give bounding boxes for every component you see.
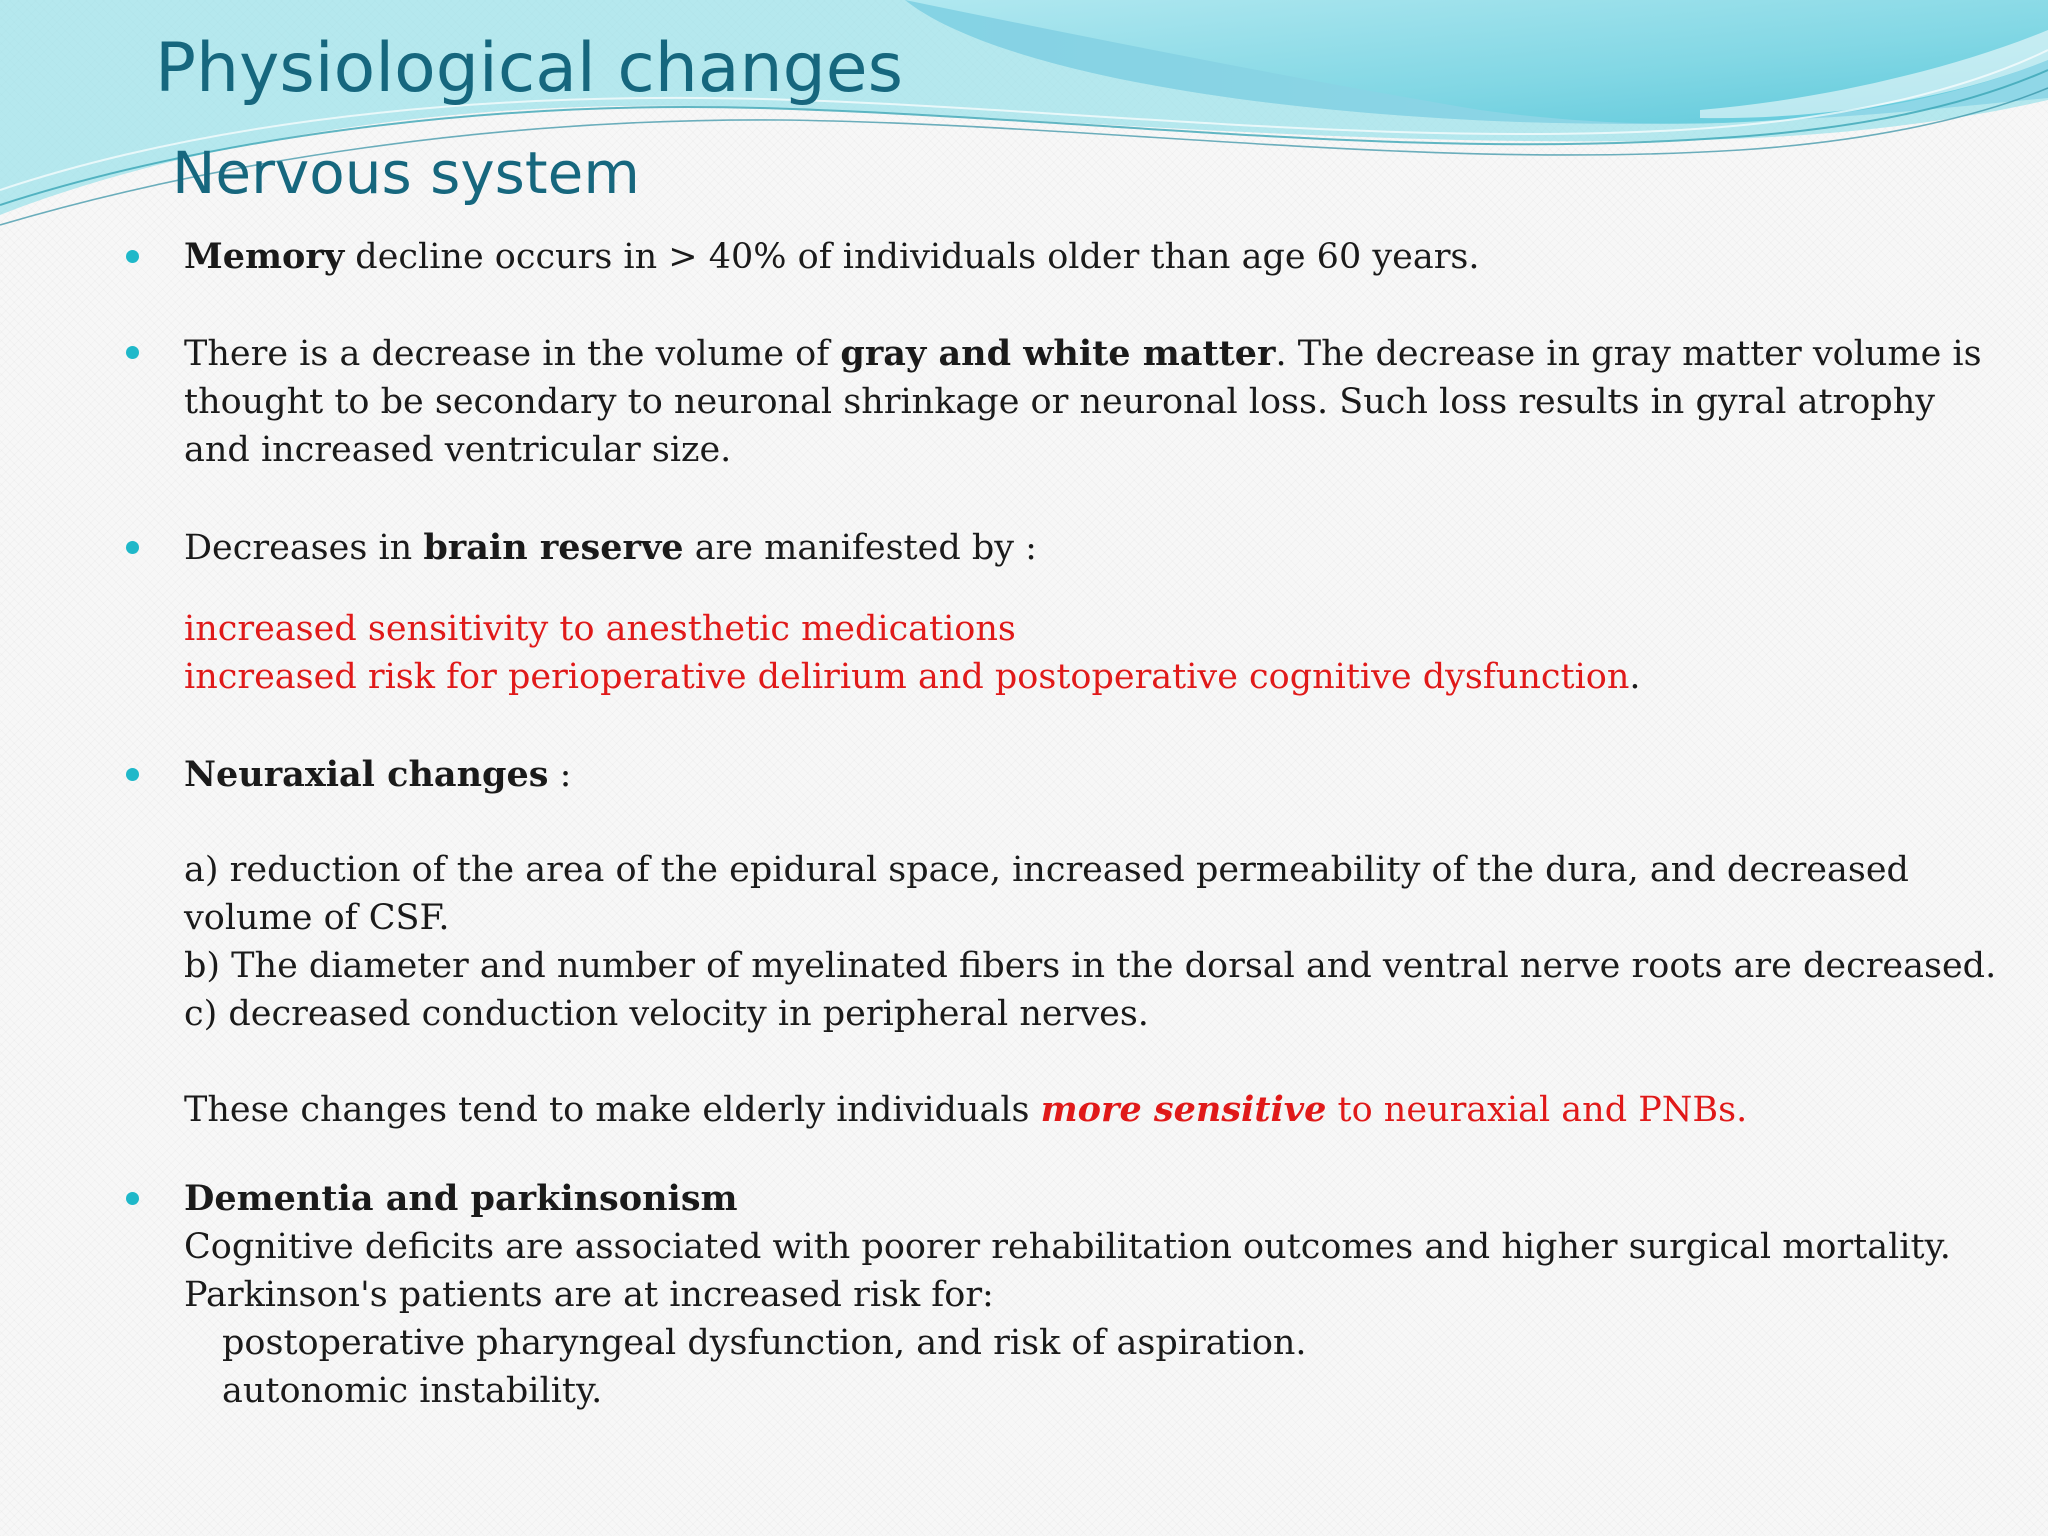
neuraxial-term: Neuraxial changes: [184, 754, 549, 795]
reserve-text-post: are manifested by :: [683, 528, 1037, 568]
neuraxial-text-post: :: [548, 755, 572, 795]
neuraxial-summary-post: to neuraxial and PNBs.: [1326, 1090, 1748, 1130]
dementia-line-2: Parkinson's patients are at increased risk for:: [184, 1275, 994, 1315]
neuraxial-summary-pre: These changes tend to make elderly individuals: [184, 1090, 1041, 1130]
bullet-dot: [126, 541, 139, 554]
volume-text-pre: There is a decrease in the volume of: [184, 334, 841, 374]
neuraxial-b: b) The diameter and number of myelinated fibers in the dorsal and ventral nerve roots are decreased.: [184, 946, 1997, 986]
neuraxial-bullet: [184, 751, 571, 799]
volume-bullet: [184, 330, 1982, 378]
volume-line-2: thought to be secondary to neuronal shrinkage or neuronal loss. Such loss results in gyral atrophy: [184, 382, 1936, 422]
memory-bullet: [184, 233, 1480, 281]
dementia-bullet: Dementia and parkinsonism: [184, 1178, 738, 1219]
reserve-effect-2-end: .: [1629, 657, 1641, 697]
volume-line-3: and increased ventricular size.: [184, 430, 732, 470]
slide-title: Physiological changes: [155, 29, 904, 108]
volume-term: gray and white matter: [840, 333, 1276, 374]
memory-text: decline occurs in > 40% of individuals older than age 60 years.: [344, 237, 1480, 277]
neuraxial-summary: [184, 1086, 1747, 1134]
bullet-dot: [126, 768, 139, 781]
reserve-effect-2-text: increased risk for perioperative delirium and postoperative cognitive dysfunction: [184, 657, 1630, 697]
parkinson-risk-2: autonomic instability.: [222, 1371, 603, 1411]
reserve-effect-2: [184, 653, 1641, 701]
reserve-text-pre: Decreases in: [184, 528, 424, 568]
memory-term: Memory: [184, 236, 345, 277]
bullet-dot: [126, 250, 139, 263]
volume-text-post: . The decrease in gray matter volume is: [1275, 334, 1982, 374]
parkinson-risk-1: postoperative pharyngeal dysfunction, and risk of aspiration.: [222, 1323, 1307, 1363]
reserve-bullet: [184, 524, 1037, 572]
slide-subtitle: Nervous system: [172, 139, 640, 207]
reserve-effect-1: increased sensitivity to anesthetic medications: [184, 609, 1016, 649]
reserve-term: brain reserve: [423, 527, 684, 568]
bullet-dot: [126, 346, 139, 359]
dementia-line-1: Cognitive deficits are associated with poorer rehabilitation outcomes and higher surgical mortality.: [184, 1227, 1951, 1267]
bullet-dot: [126, 1192, 139, 1205]
neuraxial-summary-emphasis: more sensitive: [1040, 1089, 1327, 1130]
neuraxial-a-line-2: volume of CSF.: [184, 898, 450, 938]
neuraxial-c: c) decreased conduction velocity in peripheral nerves.: [184, 994, 1149, 1034]
neuraxial-a-line-1: a) reduction of the area of the epidural space, increased permeability of the dura, and decreased: [184, 850, 1909, 890]
